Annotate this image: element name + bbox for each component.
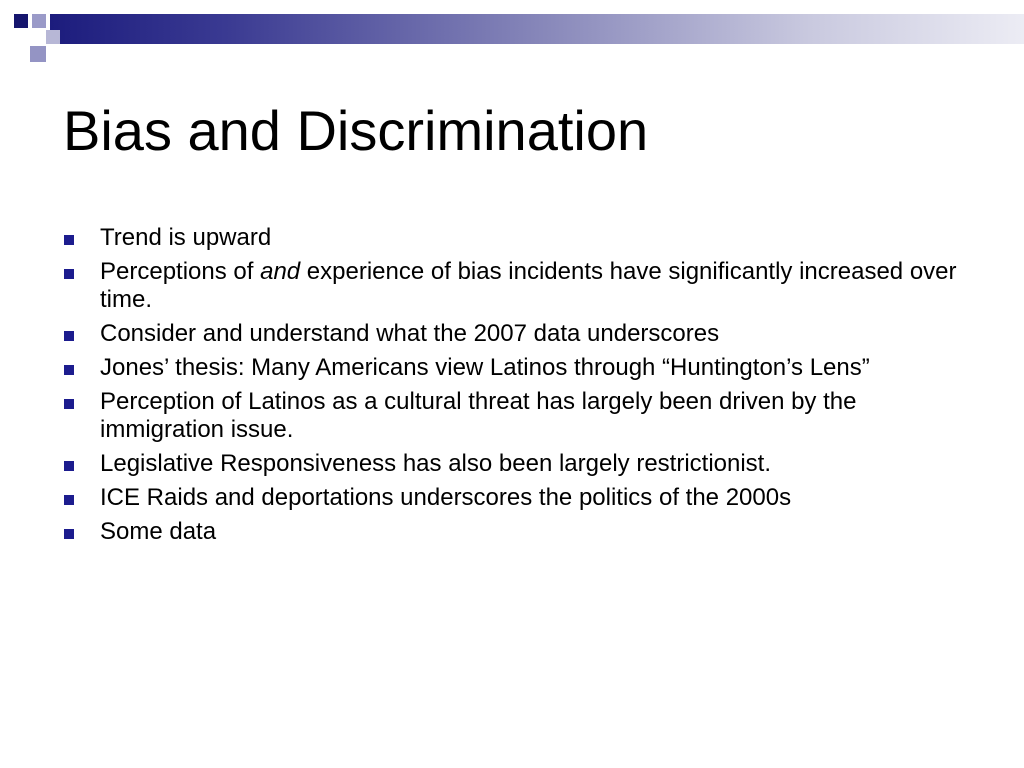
header-square-light — [46, 30, 60, 44]
bullet-text: Legislative Responsiveness has also been largely restrictionist. — [100, 450, 772, 477]
header-square-gap — [0, 30, 14, 44]
bullet-item — [63, 224, 963, 252]
header-square-dark — [14, 14, 28, 28]
bullet-item — [63, 320, 963, 348]
square-bullet-icon — [64, 235, 74, 245]
slide-title: Bias and Discrimination — [63, 99, 649, 162]
bullet-text: Consider and understand what the 2007 data underscores — [100, 320, 720, 347]
bullet-item — [63, 450, 963, 478]
bullet-text-start: Perceptions of — [100, 258, 261, 285]
square-bullet-icon — [64, 269, 74, 279]
bullet-text-emphasis: and — [260, 258, 301, 285]
bullet-text: Some data — [100, 518, 217, 545]
bullet-text: Perception of Latinos as a cultural threat has largely been driven by the immigration issue. — [100, 388, 857, 443]
header-square-lower — [30, 46, 46, 62]
bullet-item — [63, 258, 963, 314]
square-bullet-icon — [64, 399, 74, 409]
bullet-text-end: experience of bias incidents have significantly increased over time. — [100, 258, 957, 313]
bullet-text: Trend is upward — [100, 224, 272, 251]
square-bullet-icon — [64, 331, 74, 341]
bullet-item — [63, 484, 963, 512]
square-bullet-icon — [64, 461, 74, 471]
square-bullet-icon — [64, 529, 74, 539]
bullet-text: Jones’ thesis: Many Americans view Latinos through “Huntington’s Lens” — [100, 354, 870, 381]
header-gradient-bar — [50, 14, 1024, 44]
bullet-item — [63, 518, 963, 546]
bullet-item — [63, 388, 963, 444]
square-bullet-icon — [64, 365, 74, 375]
header-square-white — [48, 0, 62, 14]
header-square-medium — [32, 14, 46, 28]
bullet-text: ICE Raids and deportations underscores the politics of the 2000s — [100, 484, 792, 511]
square-bullet-icon — [64, 495, 74, 505]
bullet-item — [63, 354, 963, 382]
bullet-list — [63, 224, 963, 552]
